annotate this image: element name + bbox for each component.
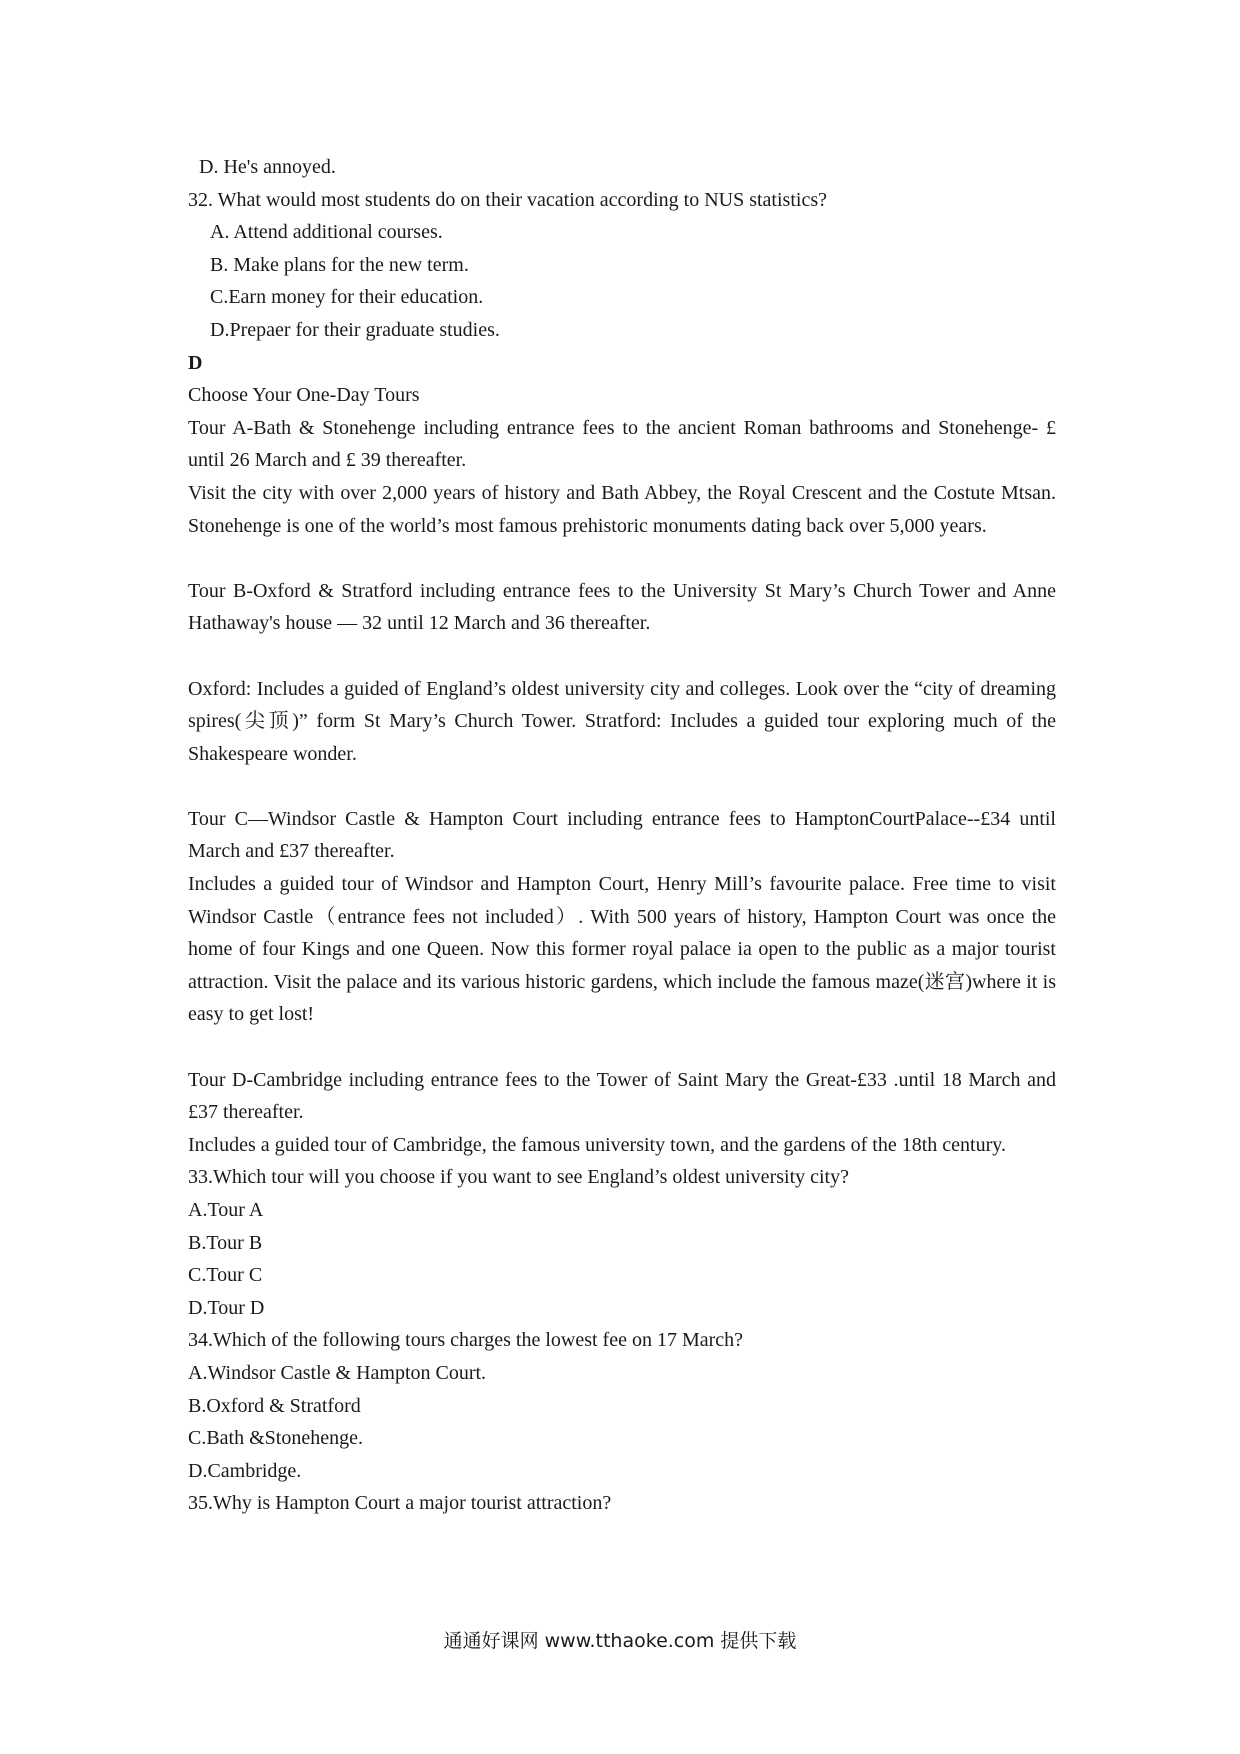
q34-option-d: D.Cambridge.	[188, 1459, 302, 1482]
tour-a-body: Visit the city with over 2,000 years of history and Bath Abbey, the Royal Crescent and the Costute Mtsan. Stonehenge is one of the world’s most famous prehistoric monuments dating back over 5,000 years.	[188, 481, 1056, 537]
tour-c-body: Includes a guided tour of Windsor and Hampton Court, Henry Mill’s favourite palace. Free time to visit Windsor Castle（entrance fees not included）. With 500 years of history, Hampton Court was once the home of four Kings and one Queen. Now this former royal palace ia open to the public as a major tourist attraction. Visit the palace and its various historic gardens, which include the famous maze(迷宫)where it is easy to get lost!	[188, 873, 1056, 1026]
q32-option-c: C.Earn money for their education.	[210, 286, 484, 309]
q32-question: 32. What would most students do on their vacation according to NUS statistics?	[188, 188, 827, 211]
tour-c-heading: Tour C—Windsor Castle & Hampton Court including entrance fees to HamptonCourtPalace--£34 until March and £37 thereafter.	[188, 807, 1056, 863]
tour-b-heading: Tour B-Oxford & Stratford including entrance fees to the University St Mary’s Church Tower and Anne Hathaway's house — 32 until 12 March and 36 thereafter.	[188, 579, 1056, 635]
page-footer: 通通好课网 www.tthaoke.com 提供下载	[443, 1630, 797, 1652]
tour-d-body: Includes a guided tour of Cambridge, the famous university town, and the gardens of the 18th century.	[188, 1133, 1006, 1156]
q33-option-d: D.Tour D	[188, 1296, 265, 1319]
q34-option-a: A.Windsor Castle & Hampton Court.	[188, 1361, 487, 1384]
document-body	[188, 151, 1056, 1520]
q33-option-c: C.Tour C	[188, 1264, 263, 1287]
q31-option-d: D. He's annoyed.	[199, 156, 336, 178]
q34-option-c: C.Bath &Stonehenge.	[188, 1427, 363, 1450]
tour-a-heading: Tour A-Bath & Stonehenge including entrance fees to the ancient Roman bathrooms and Stonehenge- £ until 26 March and £ 39 thereafter.	[188, 416, 1056, 472]
paragraph-spacer	[188, 1031, 1056, 1064]
tour-d-heading: Tour D-Cambridge including entrance fees to the Tower of Saint Mary the Great-£33 .until 18 March and £37 thereafter.	[188, 1068, 1056, 1124]
q32-option-a: A. Attend additional courses.	[210, 221, 443, 244]
section-letter: D	[188, 351, 203, 374]
q34-question: 34.Which of the following tours charges the lowest fee on 17 March?	[188, 1329, 744, 1352]
q33-question: 33.Which tour will you choose if you want to see England’s oldest university city?	[188, 1166, 849, 1189]
q32-option-d: D.Prepaer for their graduate studies.	[210, 318, 500, 341]
paragraph-spacer	[188, 542, 1056, 575]
paragraph-spacer	[188, 770, 1056, 803]
q33-option-b: B.Tour B	[188, 1231, 263, 1254]
tour-b-body: Oxford: Includes a guided of England’s oldest university city and colleges. Look over the “city of dreaming spires(尖顶)” form St Mary’s Church Tower. Stratford: Includes a guided tour exploring much of the Shakespeare wonder.	[188, 677, 1056, 765]
q32-option-b: B. Make plans for the new term.	[210, 253, 469, 276]
paragraph-spacer	[188, 640, 1056, 673]
q34-option-b: B.Oxford & Stratford	[188, 1394, 361, 1417]
section-title: Choose Your One-Day Tours	[188, 384, 420, 407]
q33-option-a: A.Tour A	[188, 1199, 264, 1221]
q35-question: 35.Why is Hampton Court a major tourist attraction?	[188, 1492, 612, 1515]
